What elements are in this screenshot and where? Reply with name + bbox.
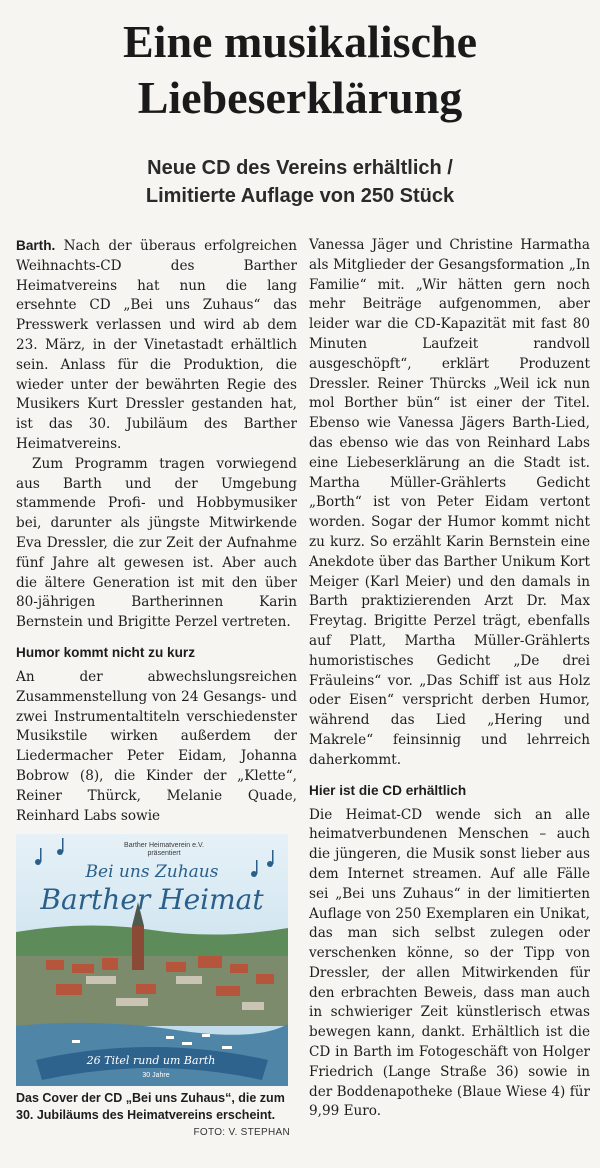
cover-ribbon-text: 26 Titel rund um Barth <box>86 1054 216 1067</box>
cover-publisher <box>104 842 224 858</box>
headline-line-1: Eine musikalische <box>122 16 477 67</box>
cover-title-small: Bei uns Zuhaus <box>85 862 219 882</box>
cover-publisher-line-2: präsentiert <box>147 850 181 857</box>
crosshead-availability: Hier ist die CD erhältlich <box>309 782 467 798</box>
paragraph-1 <box>16 236 297 455</box>
cd-cover-photo <box>16 834 288 1086</box>
photo-credit: FOTO: V. STEPHAN <box>193 1127 290 1138</box>
headline-line-2: Liebeserklärung <box>137 72 463 123</box>
article-column-right <box>309 236 590 1122</box>
paragraph-3: An der abwechslungsreichen Zusammenstellung von 24 Gesangs- und zwei Instrumentaltiteln verschiedenster Musikstile wirken außerdem der Liedermacher Peter Eidam, Johanna Bobrow (8), die Kinder der „Klette“, Reiner Thürck, Melanie Quade, Reinhard Labs sowie <box>16 668 297 824</box>
paragraph-3-continued: Vanessa Jäger und Christine Harmatha als Mitglieder der Gesangsformation „In Familie“ mit. „Wir hätten gern noch mehr Beiträge aufgenommen, aber leider war die CD-Kapazität mit fast 80 Minuten Laufzeit randvoll ausgeschöpft“, erklärt Produzent Dressler. Reiner Thürcks „Weil ick nun mol Borther bün“ ist einer der Titel. Ebenso wie Vanessa Jägers Barth-Lied, das ebenso wie das von Reinhard Labs eine Liebeserklärung an die Stadt ist. Martha Müller-Grählerts Gedicht „Borth“ ist von Peter Eidam vertont worden. Sogar der Humor kommt nicht zu kurz. So erzählt Karin Bernstein eine Anekdote über das Barther Unikum Kort Meiger (Karl Meier) und den damals in Barth praktizierenden Arzt Dr. Max Freytag. Brigitte Perzel trägt, ebenfalls auf Platt, Martha Müller-Grählerts humoristisches Gedicht „De drei Fräuleins“ vor. „Das Schiff ist aus Holz oder Eisen“ verspricht derben Humor, während das Lied „Hering und Makrele“ feinsinnig und lehrreich daherkommt. <box>309 237 590 768</box>
paragraph-2: Zum Programm tragen vorwiegend aus Barth und der Umgebung stammende Profi- und Hobbymusiker bei, darunter als jüngste Mitwirkende Eva Dressler, die zur Zeit der Aufnahme fünf Jahre alt gewesen ist. Aber auch die ältere Generation ist mit den über 80-jährigen Bartherinnen Karin Bernstein und Brigitte Perzel vertreten. <box>16 455 297 631</box>
subheadline-line-1: Neue CD des Vereins erhältlich / <box>147 157 453 179</box>
subheadline-line-2: Limitierte Auflage von 250 Stück <box>145 185 455 207</box>
crosshead-humor: Humor kommt nicht zu kurz <box>16 644 195 660</box>
headline <box>0 14 600 126</box>
dateline: Barth. <box>16 238 56 253</box>
subheadline <box>0 154 600 210</box>
photo-caption: Das Cover der CD „Bei uns Zuhaus“, die zum 30. Jubiläums des Heimatvereins erscheint. <box>16 1091 285 1122</box>
article-column-left <box>16 236 297 826</box>
cover-title-large: Barther Heimat <box>40 883 264 916</box>
cover-publisher-line-1: Barther Heimatverein e.V. <box>124 842 204 849</box>
paragraph-4: Die Heimat-CD wende sich an alle heimatverbundenen Menschen – auch die jüngeren, die Musik sonst lieber aus dem Internet streamen. Auf alle Fälle sei „Bei uns Zuhaus“ in der limitierten Auflage von 250 Exemplaren ein Unikat, das man sich selbst zulegen oder verschenken könne, so der Tipp von Dressler, der allen Mitwirkenden für den erbrachten Beweis, dass man auch in schwieriger Zeit künstlerisch etwas bewegen kann, dankt. Erhältlich ist die CD in Barth im Fotogeschäft von Holger Friedrich (Lange Straße 36) sowie in der Boddenapotheke (Blaue Wiese 4) für 9,99 Euro. <box>309 806 590 1120</box>
paragraph-1-text: Nach der überaus erfolgreichen Weihnachts-CD des Barther Heimatvereins hat nun die lang ersehnte CD „Bei uns Zuhaus“ das Presswerk verlassen und wird ab dem 23. März, in der Vinetastadt erhältlich sein. Anlass für die Produktion, die wieder unter der bewährten Regie des Musikers Kurt Dressler gestanden hat, ist das 30. Jubiläum des Barther Heimatvereins. <box>16 238 297 452</box>
cover-anniversary-badge: 30 Jahre <box>142 1072 170 1079</box>
